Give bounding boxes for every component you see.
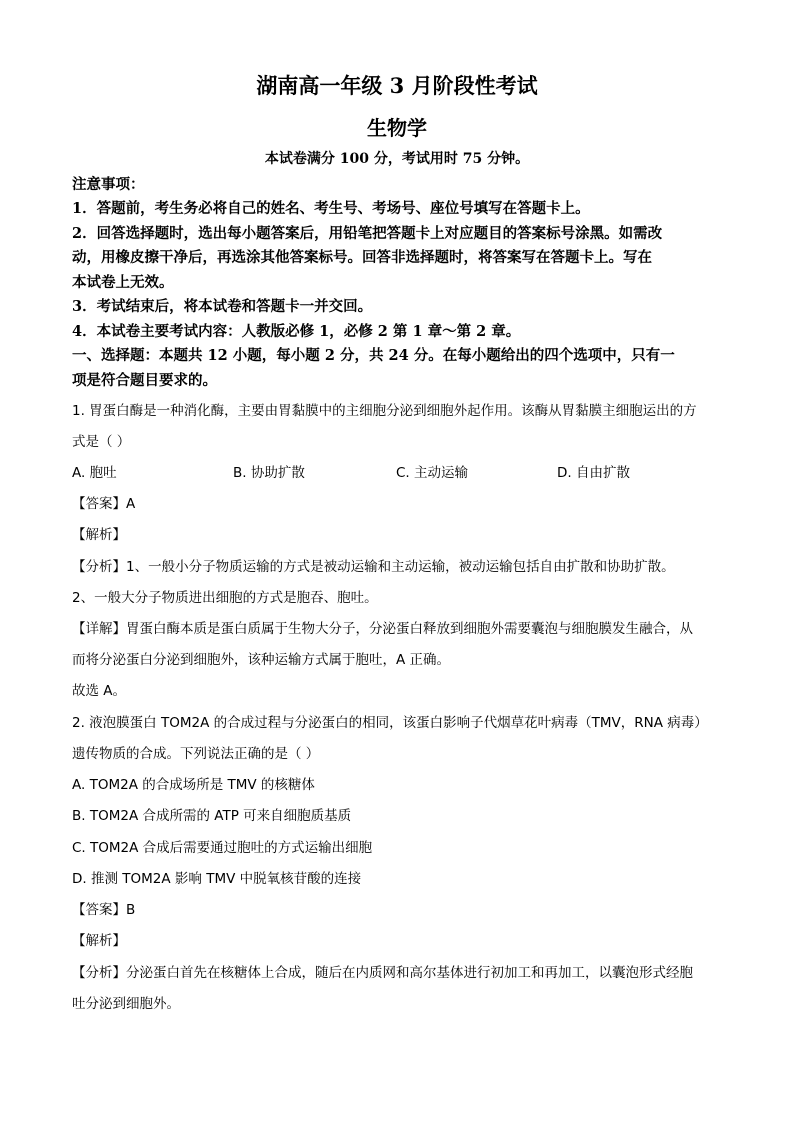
- note-4: 4．本试卷主要考试内容：人教版必修 1，必修 2 第 1 章～第 2 章。: [72, 323, 521, 340]
- question-1-fenxi-line-2: 2、一般大分子物质进出细胞的方式是胞吞、胞吐。: [72, 590, 378, 606]
- question-2-fenxi-line-1: 【分析】分泌蛋白首先在核糖体上合成，随后在内质网和高尔基体进行初加工和再加工，以囊泡形式经胞: [72, 965, 693, 981]
- question-1-option-d: D. 自由扩散: [557, 465, 630, 481]
- question-1-answer: 【答案】A: [72, 496, 136, 512]
- question-1-stem-line-1: 1. 胃蛋白酶是一种消化酶，主要由胃黏膜中的主细胞分泌到细胞外起作用。该酶从胃黏膜主细胞运出的方: [72, 403, 697, 419]
- question-2-option-a: A. TOM2A 的合成场所是 TMV 的核糖体: [72, 777, 315, 793]
- question-1-conclusion: 故选 A。: [72, 683, 127, 699]
- question-1-analysis-label: 【解析】: [72, 527, 126, 543]
- question-2-analysis-label: 【解析】: [72, 933, 126, 949]
- question-1-fenxi-line-1: 【分析】1、一般小分子物质运输的方式是被动运输和主动运输，被动运输包括自由扩散和协助扩散。: [72, 559, 675, 575]
- question-2-option-b: B. TOM2A 合成所需的 ATP 可来自细胞质基质: [72, 808, 352, 824]
- question-1-xiangjie-line-1: 【详解】胃蛋白酶本质是蛋白质属于生物大分子，分泌蛋白释放到细胞外需要囊泡与细胞膜发生融合，从: [72, 621, 693, 637]
- question-2-stem-line-2: 遗传物质的合成。下列说法正确的是（ ）: [72, 746, 320, 762]
- question-2-option-d: D. 推测 TOM2A 影响 TMV 中脱氧核苷酸的连接: [72, 871, 362, 887]
- question-2-fenxi-line-2: 吐分泌到细胞外。: [72, 996, 180, 1012]
- question-2-stem-line-1: 2. 液泡膜蛋白 TOM2A 的合成过程与分泌蛋白的相同，该蛋白影响子代烟草花叶病毒（TMV，RNA 病毒）: [72, 715, 708, 731]
- question-1-xiangjie-line-2: 而将分泌蛋白分泌到细胞外，该种运输方式属于胞吐，A 正确。: [72, 652, 451, 668]
- note-2-line-2: 动，用橡皮擦干净后，再选涂其他答案标号。回答非选择题时，将答案写在答题卡上。写在: [72, 249, 652, 266]
- note-2-line-3: 本试卷上无效。: [72, 274, 174, 291]
- section-heading-line-1: 一、选择题：本题共 12 小题，每小题 2 分，共 24 分。在每小题给出的四个选项中，只有一: [72, 347, 675, 364]
- notes-heading: 注意事项：: [72, 176, 145, 193]
- exam-title: 湖南高一年级 3 月阶段性考试: [256, 73, 538, 98]
- question-1-option-b: B. 协助扩散: [233, 465, 305, 481]
- note-2-line-1: 2．回答选择题时，选出每小题答案后，用铅笔把答题卡上对应题目的答案标号涂黑。如需改: [72, 225, 663, 242]
- question-1-stem-line-2: 式是（ ）: [72, 434, 131, 450]
- section-heading-line-2: 项是符合题目要求的。: [72, 372, 217, 389]
- question-1-option-c: C. 主动运输: [396, 465, 469, 481]
- exam-info: 本试卷满分 100 分，考试用时 75 分钟。: [264, 151, 530, 167]
- note-1: 1．答题前，考生务必将自己的姓名、考生号、考场号、座位号填写在答题卡上。: [72, 200, 590, 217]
- note-3: 3．考试结束后，将本试卷和答题卡一并交回。: [72, 298, 373, 315]
- question-2-option-c: C. TOM2A 合成后需要通过胞吐的方式运输出细胞: [72, 840, 373, 856]
- question-2-answer: 【答案】B: [72, 902, 136, 918]
- question-1-option-a: A. 胞吐: [72, 465, 117, 481]
- subject-title: 生物学: [367, 116, 427, 140]
